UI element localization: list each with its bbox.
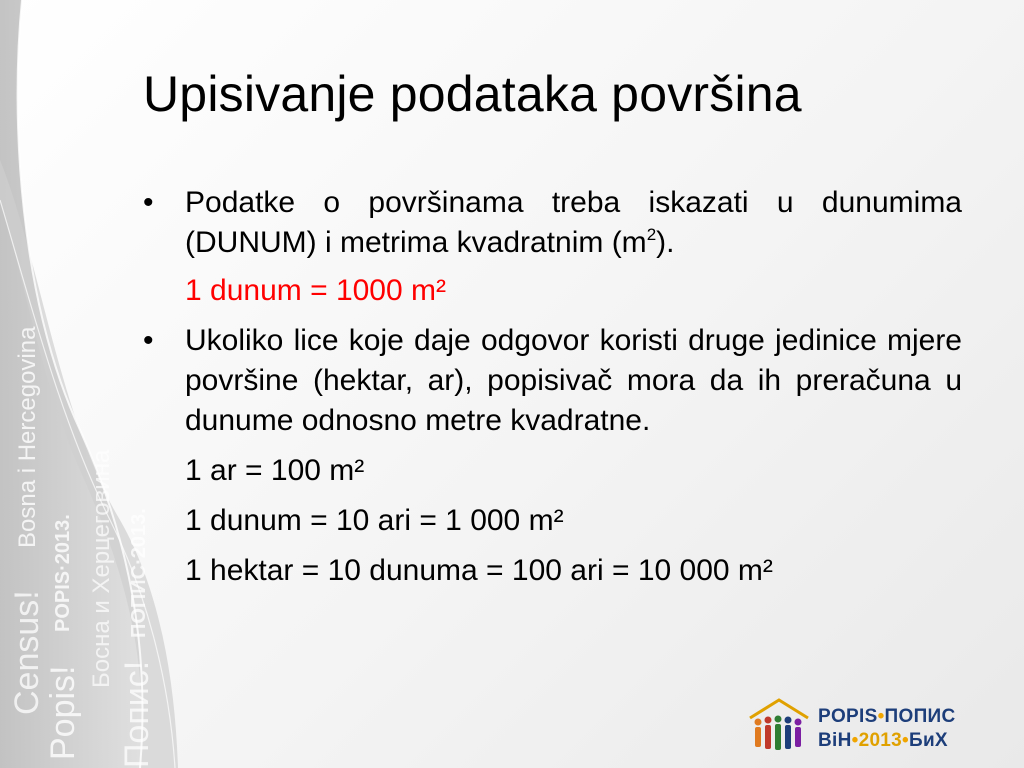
side-text-bosna: Bosna i Hercegovina: [14, 326, 41, 548]
bullet-1-tail: ).: [656, 226, 675, 259]
people-figures-icon: [748, 698, 810, 756]
bullet-text-1: [185, 183, 962, 263]
census-logo: [748, 698, 980, 756]
logo-bih-latin: BiH: [818, 730, 852, 751]
bullet-1-superscript: 2: [646, 225, 657, 244]
side-text-census: Census!: [8, 590, 46, 715]
logo-separator: •: [851, 730, 859, 751]
side-text-popis: Popis!: [44, 665, 82, 760]
bullet-item-1: [140, 183, 962, 263]
logo-year: 2013: [858, 730, 903, 751]
logo-bih-cyrillic: БиХ: [909, 730, 948, 751]
side-text-popis-cyr: Попис!: [118, 660, 156, 768]
bullet-text-2: Ukoliko lice koje daje odgovor koristi druge jedinice mjere površine (hektar, ar), popisivač mora da ih preračuna u dunume odnosno metre kvadratne.: [185, 324, 962, 437]
logo-line-2: [818, 730, 948, 752]
side-text-bosna-cyr: Босна и Херцеговина: [88, 449, 115, 688]
bullet-dot-icon: •: [143, 324, 154, 357]
logo-popis-cyrillic: ПОПИС: [884, 706, 956, 727]
side-text-popis-cyr-2013: ПОПИС·2013.: [128, 508, 150, 638]
conversion-dunum: 1 dunum = 10 ari = 1 000 m²: [185, 504, 564, 537]
side-text-popis-2013: POPIS·2013.: [52, 514, 74, 632]
conversion-ar: 1 ar = 100 m²: [185, 454, 365, 487]
logo-separator: •: [877, 706, 885, 727]
dunum-definition: 1 dunum = 1000 m²: [185, 274, 446, 307]
logo-separator: •: [902, 730, 909, 751]
conversion-hektar: 1 hektar = 10 dunuma = 100 ari = 10 000 m²: [185, 554, 773, 587]
bullet-dot-icon: •: [143, 186, 154, 219]
logo-line-1: [818, 706, 956, 728]
slide-title: Upisivanje podataka površina: [143, 66, 802, 122]
bullet-1-text: Podatke o površinama treba iskazati u dunumima (DUNUM) i metrima kvadratnim (m: [185, 186, 962, 259]
slide-body: [140, 183, 962, 591]
logo-popis-latin: POPIS: [818, 706, 878, 727]
bullet-item-2: [140, 321, 962, 441]
